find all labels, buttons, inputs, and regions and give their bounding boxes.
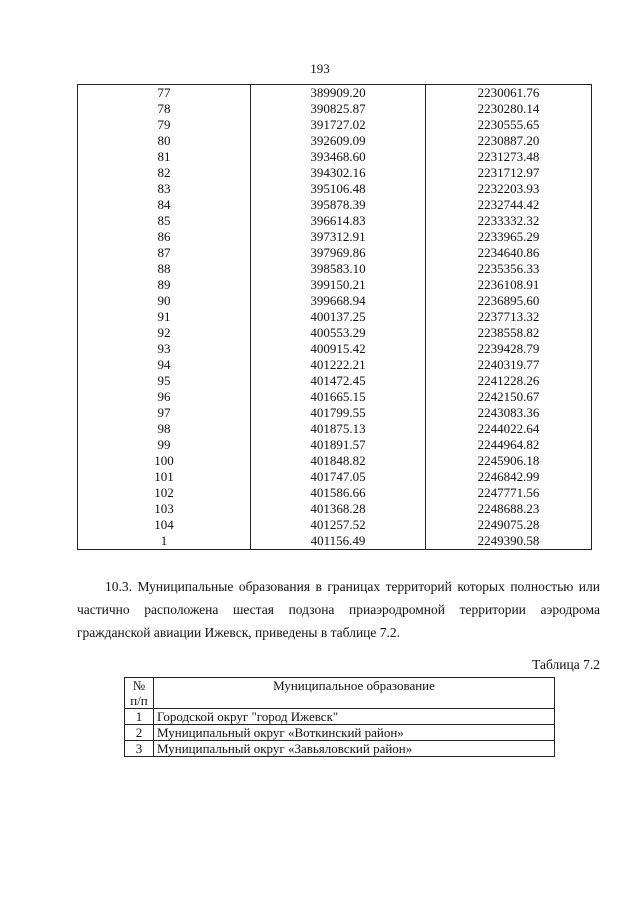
table-row [78, 149, 592, 165]
x-coordinate-cell: 401222.21 [251, 357, 426, 373]
table-row [78, 373, 592, 389]
y-coordinate-cell: 2231712.97 [426, 165, 592, 181]
table-row [78, 485, 592, 501]
municipal-table [124, 677, 555, 757]
y-coordinate-cell: 2239428.79 [426, 341, 592, 357]
table-row [78, 165, 592, 181]
point-number-cell: 79 [78, 117, 251, 133]
x-coordinate-cell: 401586.66 [251, 485, 426, 501]
x-coordinate-cell: 401156.49 [251, 533, 426, 550]
page-number: 193 [310, 61, 330, 76]
table-row [78, 453, 592, 469]
point-number-cell: 82 [78, 165, 251, 181]
y-coordinate-cell: 2249390.58 [426, 533, 592, 550]
x-coordinate-cell: 397969.86 [251, 245, 426, 261]
point-number-cell: 98 [78, 421, 251, 437]
point-number-cell: 78 [78, 101, 251, 117]
y-coordinate-cell: 2234640.86 [426, 245, 592, 261]
table-row [78, 181, 592, 197]
x-coordinate-cell: 399668.94 [251, 293, 426, 309]
row-municipality: Городской округ "город Ижевск" [154, 709, 555, 725]
table-row [78, 325, 592, 341]
y-coordinate-cell: 2240319.77 [426, 357, 592, 373]
point-number-cell: 99 [78, 437, 251, 453]
x-coordinate-cell: 397312.91 [251, 229, 426, 245]
y-coordinate-cell: 2246842.99 [426, 469, 592, 485]
y-coordinate-cell: 2238558.82 [426, 325, 592, 341]
x-coordinate-cell: 401848.82 [251, 453, 426, 469]
x-coordinate-cell: 400137.25 [251, 309, 426, 325]
point-number-cell: 87 [78, 245, 251, 261]
table-row [78, 517, 592, 533]
point-number-cell: 100 [78, 453, 251, 469]
point-number-cell: 96 [78, 389, 251, 405]
table-row [78, 357, 592, 373]
point-number-cell: 104 [78, 517, 251, 533]
point-number-cell: 101 [78, 469, 251, 485]
point-number-cell: 86 [78, 229, 251, 245]
x-coordinate-cell: 401891.57 [251, 437, 426, 453]
y-coordinate-cell: 2232744.42 [426, 197, 592, 213]
y-coordinate-cell: 2233332.32 [426, 213, 592, 229]
x-coordinate-cell: 393468.60 [251, 149, 426, 165]
x-coordinate-cell: 401799.55 [251, 405, 426, 421]
table-row [78, 533, 592, 550]
header-number [125, 678, 154, 709]
section-paragraph: 10.3. Муниципальные образования в границах территорий которых полностью или частично расположена шестая подзона приаэродромной территории аэродрома гражданской авиации Ижевск, приведены в таблице 7.2. [77, 579, 600, 640]
y-coordinate-cell: 2230887.20 [426, 133, 592, 149]
point-number-cell: 84 [78, 197, 251, 213]
point-number-cell: 93 [78, 341, 251, 357]
table-row [78, 501, 592, 517]
row-number: 3 [125, 741, 154, 757]
x-coordinate-cell: 401665.15 [251, 389, 426, 405]
header-number-line2: п/п [130, 693, 148, 708]
x-coordinate-cell: 395878.39 [251, 197, 426, 213]
point-number-cell: 90 [78, 293, 251, 309]
x-coordinate-cell: 401368.28 [251, 501, 426, 517]
x-coordinate-cell: 401875.13 [251, 421, 426, 437]
point-number-cell: 103 [78, 501, 251, 517]
table-row [78, 421, 592, 437]
y-coordinate-cell: 2235356.33 [426, 261, 592, 277]
table-row [78, 213, 592, 229]
point-number-cell: 81 [78, 149, 251, 165]
row-municipality: Муниципальный округ «Завьяловский район» [154, 741, 555, 757]
y-coordinate-cell: 2236108.91 [426, 277, 592, 293]
table-row [78, 261, 592, 277]
point-number-cell: 95 [78, 373, 251, 389]
y-coordinate-cell: 2242150.67 [426, 389, 592, 405]
table-row [78, 197, 592, 213]
municipal-table-header-row [125, 678, 555, 709]
table-row [78, 389, 592, 405]
table-row [78, 469, 592, 485]
point-number-cell: 77 [78, 85, 251, 102]
y-coordinate-cell: 2233965.29 [426, 229, 592, 245]
x-coordinate-cell: 396614.83 [251, 213, 426, 229]
row-number: 1 [125, 709, 154, 725]
table-row [78, 133, 592, 149]
x-coordinate-cell: 401257.52 [251, 517, 426, 533]
y-coordinate-cell: 2248688.23 [426, 501, 592, 517]
x-coordinate-cell: 398583.10 [251, 261, 426, 277]
table-row [78, 245, 592, 261]
table-row [78, 85, 592, 102]
point-number-cell: 102 [78, 485, 251, 501]
table-row [78, 229, 592, 245]
y-coordinate-cell: 2236895.60 [426, 293, 592, 309]
y-coordinate-cell: 2230280.14 [426, 101, 592, 117]
point-number-cell: 1 [78, 533, 251, 550]
y-coordinate-cell: 2237713.32 [426, 309, 592, 325]
y-coordinate-cell: 2230061.76 [426, 85, 592, 102]
table-row [78, 293, 592, 309]
x-coordinate-cell: 391727.02 [251, 117, 426, 133]
y-coordinate-cell: 2249075.28 [426, 517, 592, 533]
point-number-cell: 97 [78, 405, 251, 421]
table-row [78, 405, 592, 421]
x-coordinate-cell: 400915.42 [251, 341, 426, 357]
table-row [125, 741, 555, 757]
y-coordinate-cell: 2244964.82 [426, 437, 592, 453]
point-number-cell: 80 [78, 133, 251, 149]
point-number-cell: 85 [78, 213, 251, 229]
table-row [78, 309, 592, 325]
point-number-cell: 89 [78, 277, 251, 293]
table-caption: Таблица 7.2 [532, 657, 600, 672]
table-row [125, 709, 555, 725]
header-number-line1: № [132, 678, 146, 693]
x-coordinate-cell: 392609.09 [251, 133, 426, 149]
point-number-cell: 94 [78, 357, 251, 373]
table-row [125, 725, 555, 741]
row-number: 2 [125, 725, 154, 741]
point-number-cell: 88 [78, 261, 251, 277]
x-coordinate-cell: 400553.29 [251, 325, 426, 341]
table-row [78, 341, 592, 357]
x-coordinate-cell: 389909.20 [251, 85, 426, 102]
y-coordinate-cell: 2241228.26 [426, 373, 592, 389]
y-coordinate-cell: 2244022.64 [426, 421, 592, 437]
table-row [78, 277, 592, 293]
y-coordinate-cell: 2243083.36 [426, 405, 592, 421]
point-number-cell: 83 [78, 181, 251, 197]
y-coordinate-cell: 2230555.65 [426, 117, 592, 133]
y-coordinate-cell: 2232203.93 [426, 181, 592, 197]
row-municipality: Муниципальный округ «Воткинский район» [154, 725, 555, 741]
table-row [78, 437, 592, 453]
y-coordinate-cell: 2245906.18 [426, 453, 592, 469]
header-municipality: Муниципальное образование [154, 678, 555, 709]
table-row [78, 117, 592, 133]
coordinates-table-body [78, 85, 592, 550]
y-coordinate-cell: 2247771.56 [426, 485, 592, 501]
x-coordinate-cell: 401472.45 [251, 373, 426, 389]
y-coordinate-cell: 2231273.48 [426, 149, 592, 165]
coordinates-table [77, 84, 592, 550]
x-coordinate-cell: 394302.16 [251, 165, 426, 181]
point-number-cell: 91 [78, 309, 251, 325]
x-coordinate-cell: 401747.05 [251, 469, 426, 485]
x-coordinate-cell: 390825.87 [251, 101, 426, 117]
x-coordinate-cell: 399150.21 [251, 277, 426, 293]
x-coordinate-cell: 395106.48 [251, 181, 426, 197]
table-row [78, 101, 592, 117]
point-number-cell: 92 [78, 325, 251, 341]
